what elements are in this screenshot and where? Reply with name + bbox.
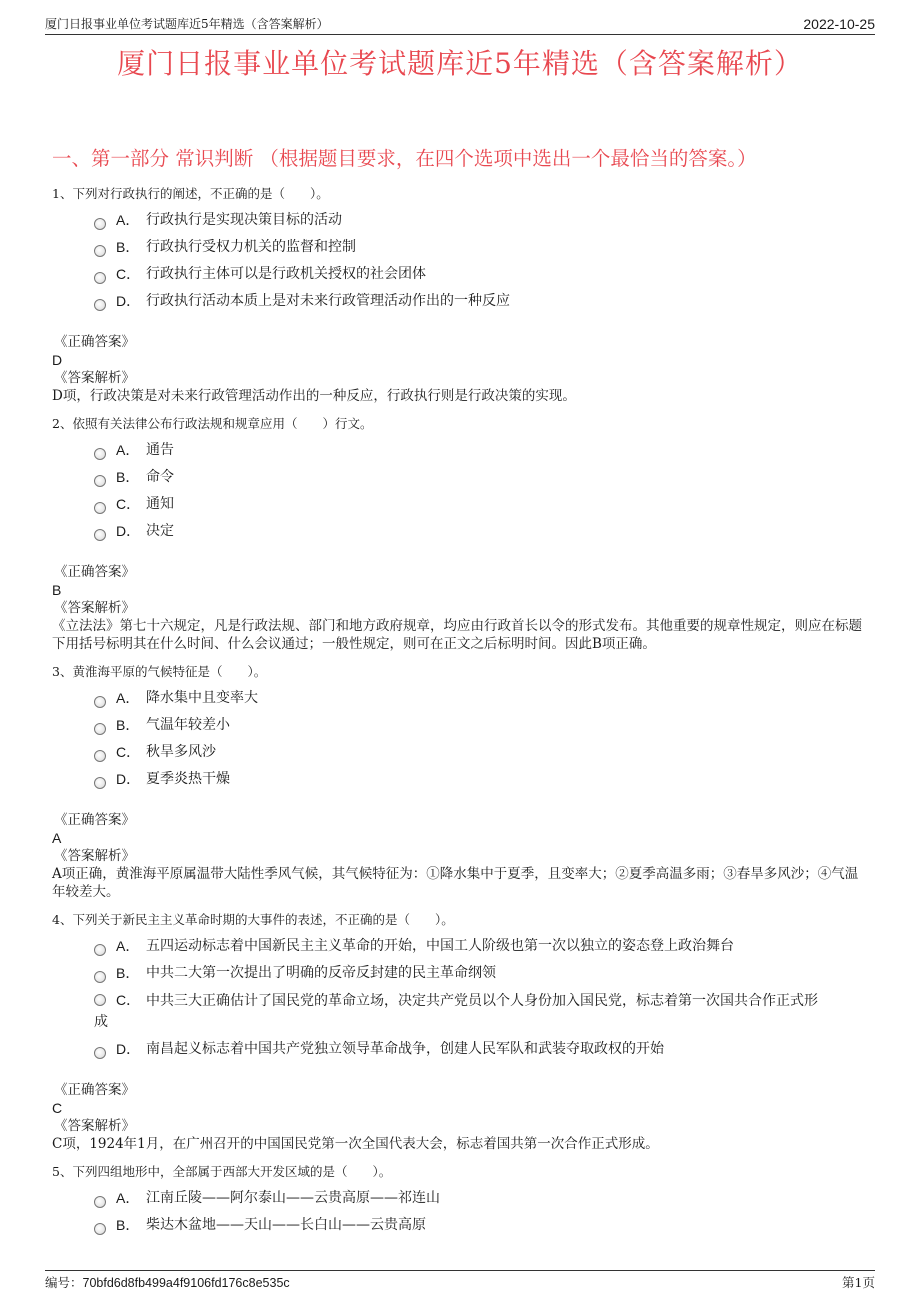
correct-answer-label: 《正确答案》 [54, 334, 135, 350]
option-text: 命令 [146, 469, 174, 485]
question-item [52, 185, 870, 405]
option-letter: C． [116, 266, 141, 282]
option-text: 通告 [146, 442, 174, 458]
option-letter: C． [116, 992, 141, 1008]
option-text: 通知 [146, 496, 174, 512]
answer-option[interactable] [94, 712, 870, 739]
answer-section [52, 811, 870, 901]
answer-option[interactable] [94, 207, 870, 234]
analysis-label: 《答案解析》 [54, 370, 135, 386]
option-letter: A． [116, 938, 140, 954]
option-text: 五四运动标志着中国新民主主义革命的开始，中国工人阶级也第一次以独立的姿态登上政治舞台 [146, 938, 734, 954]
answer-option[interactable] [94, 685, 870, 712]
option-letter: A． [116, 442, 140, 458]
radio-button-icon[interactable] [94, 529, 106, 541]
option-letter: D． [116, 293, 141, 309]
option-letter: C． [116, 744, 141, 760]
option-letter: C． [116, 496, 141, 512]
radio-button-icon[interactable] [94, 502, 106, 514]
answer-option[interactable] [94, 261, 870, 288]
answer-option[interactable] [94, 987, 870, 1036]
option-text: 行政执行是实现决策目标的活动 [146, 212, 342, 228]
radio-button-icon[interactable] [94, 994, 106, 1006]
radio-button-icon[interactable] [94, 299, 106, 311]
option-text: 中共三大正确估计了国民党的革命立场，决定共产党员以个人身份加入国民党，标志着第一次国共合作正式形 [146, 993, 818, 1009]
question-stem: 2、依照有关法律公布行政法规和规章应用（ ）行文。 [52, 416, 373, 431]
answer-option[interactable] [94, 960, 870, 987]
option-letter: B． [116, 469, 140, 485]
correct-answer-label: 《正确答案》 [54, 564, 135, 580]
analysis-text: 《立法法》第七十六规定，凡是行政法规、部门和地方政府规章，均应由行政首长以令的形式发布。其他重要的规章性规定，则应在标题下用括号标明其在什么时间、什么会议通过；一般性规定，则可在正文之后标明时间。因此B项正确。 [52, 618, 862, 652]
document-title: 厦门日报事业单位考试题库近5年精选（含答案解析） [117, 47, 803, 80]
radio-button-icon[interactable] [94, 218, 106, 230]
answer-option[interactable] [94, 518, 870, 545]
answer-section [52, 333, 870, 405]
answer-option[interactable] [94, 437, 870, 464]
answer-option[interactable] [94, 766, 870, 793]
radio-button-icon[interactable] [94, 944, 106, 956]
radio-button-icon[interactable] [94, 272, 106, 284]
analysis-text: D项，行政决策是对未来行政管理活动作出的一种反应，行政执行则是行政决策的实现。 [52, 388, 576, 404]
option-letter: D． [116, 523, 141, 539]
answer-section [52, 563, 870, 653]
radio-button-icon[interactable] [94, 971, 106, 983]
analysis-label: 《答案解析》 [54, 848, 135, 864]
page-header [45, 10, 875, 35]
radio-button-icon[interactable] [94, 475, 106, 487]
option-text: 南昌起义标志着中国共产党独立领导革命战争，创建人民军队和武装夺取政权的开始 [146, 1041, 664, 1057]
question-stem: 4、下列关于新民主主义革命时期的大事件的表述，不正确的是（ ）。 [52, 912, 454, 927]
question-stem: 5、下列四组地形中，全部属于西部大开发区域的是（ ）。 [52, 1164, 392, 1179]
document-code: 编号：70bfd6d8fb499a4f9106fd176c8e535c [45, 1276, 290, 1290]
question-list [52, 185, 870, 1249]
option-letter: A． [116, 690, 140, 706]
analysis-label: 《答案解析》 [54, 1118, 135, 1134]
option-letter: A． [116, 212, 140, 228]
option-letter: B． [116, 1217, 140, 1233]
radio-button-icon[interactable] [94, 245, 106, 257]
correct-answer-value: D [52, 352, 63, 368]
option-letter: D． [116, 771, 141, 787]
option-letter: B． [116, 965, 140, 981]
answer-option[interactable] [94, 1185, 870, 1212]
option-text: 秋旱多风沙 [146, 744, 216, 760]
option-text: 行政执行主体可以是行政机关授权的社会团体 [146, 266, 426, 282]
section-heading: 一、第一部分 常识判断 （根据题目要求，在四个选项中选出一个最恰当的答案。） [52, 147, 757, 170]
correct-answer-value: B [52, 582, 62, 598]
radio-button-icon[interactable] [94, 696, 106, 708]
correct-answer-label: 《正确答案》 [54, 1082, 135, 1098]
radio-button-icon[interactable] [94, 1047, 106, 1059]
correct-answer-value: C [52, 1100, 63, 1116]
option-text: 气温年较差小 [146, 717, 230, 733]
option-letter: D． [116, 1041, 141, 1057]
question-stem: 1、下列对行政执行的阐述，不正确的是（ ）。 [52, 186, 329, 201]
option-text: 柴达木盆地——天山——长白山——云贵高原 [146, 1217, 426, 1233]
answer-option[interactable] [94, 739, 870, 766]
answer-option[interactable] [94, 1212, 870, 1239]
analysis-label: 《答案解析》 [54, 600, 135, 616]
page-number: 第1页 [842, 1275, 875, 1290]
option-text-continued: 成 [94, 1014, 108, 1030]
answer-option[interactable] [94, 491, 870, 518]
analysis-text: C项，1924年1月，在广州召开的中国国民党第一次全国代表大会，标志着国共第一次合作正式形成。 [52, 1136, 659, 1152]
question-stem: 3、黄淮海平原的气候特征是（ ）。 [52, 664, 267, 679]
option-text: 夏季炎热干燥 [146, 771, 230, 787]
question-item [52, 911, 870, 1153]
question-item [52, 1163, 870, 1239]
answer-option[interactable] [94, 1036, 870, 1063]
header-date: 2022-10-25 [803, 16, 875, 32]
option-text: 决定 [146, 523, 174, 539]
option-text: 降水集中且变率大 [146, 690, 258, 706]
answer-option[interactable] [94, 288, 870, 315]
correct-answer-label: 《正确答案》 [54, 812, 135, 828]
option-letter: B． [116, 717, 140, 733]
answer-option[interactable] [94, 933, 870, 960]
analysis-text: A项正确，黄淮海平原属温带大陆性季风气候，其气候特征为：①降水集中于夏季，且变率大；②夏季高温多雨；③春旱多风沙；④气温年较差大。 [52, 866, 859, 900]
option-text: 江南丘陵——阿尔泰山——云贵高原——祁连山 [146, 1190, 440, 1206]
answer-section [52, 1081, 870, 1153]
radio-button-icon[interactable] [94, 777, 106, 789]
header-doc-name: 厦门日报事业单位考试题库近5年精选（含答案解析） [45, 17, 329, 31]
question-item [52, 663, 870, 901]
radio-button-icon[interactable] [94, 1223, 106, 1235]
radio-button-icon[interactable] [94, 1196, 106, 1208]
answer-option[interactable] [94, 234, 870, 261]
option-text: 行政执行受权力机关的监督和控制 [146, 239, 356, 255]
option-text: 中共二大第一次提出了明确的反帝反封建的民主革命纲领 [146, 965, 496, 981]
option-text: 行政执行活动本质上是对未来行政管理活动作出的一种反应 [146, 293, 510, 309]
answer-option[interactable] [94, 464, 870, 491]
question-item [52, 415, 870, 653]
radio-button-icon[interactable] [94, 723, 106, 735]
option-letter: B． [116, 239, 140, 255]
correct-answer-value: A [52, 830, 62, 846]
radio-button-icon[interactable] [94, 448, 106, 460]
radio-button-icon[interactable] [94, 750, 106, 762]
option-letter: A． [116, 1190, 140, 1206]
page-footer [45, 1270, 875, 1291]
